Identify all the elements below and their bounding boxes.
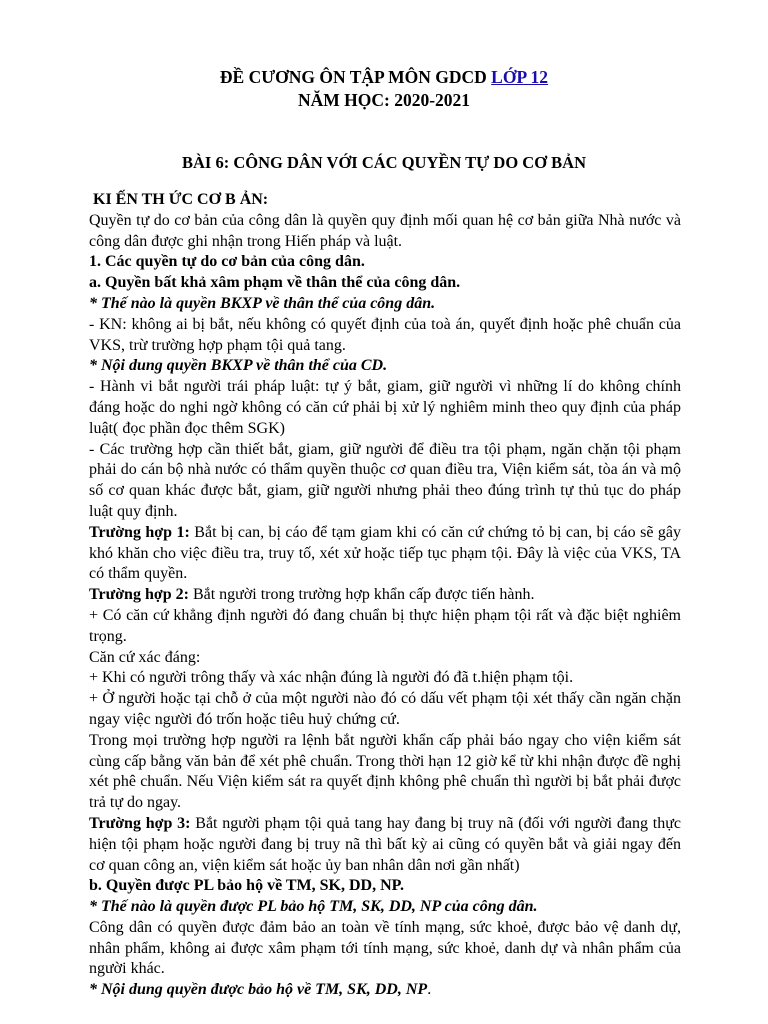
document-title <box>0 66 768 89</box>
case-2-point-3: + Ở người hoặc tại chỗ ở của một người nào đó có dấu vết phạm tội xét thấy cần ngăn chặn ngay việc người đó trốn hoặc tiêu huỷ chứng cứ. <box>89 690 681 728</box>
question-1: * Thế nào là quyền BKXP về thân thể của công dân. <box>89 294 436 312</box>
case-2-point-2: + Khi có người trông thấy và xác nhận đúng là người đó đã t.hiện phạm tội. <box>89 669 574 687</box>
question-4-line <box>89 980 681 1001</box>
case-2-grounds-label: Căn cứ xác đáng: <box>89 648 201 666</box>
section-a-heading: a. Quyền bất khả xâm phạm về thân thể của công dân. <box>89 274 461 292</box>
case-2-label: Trường hợp 2: <box>89 586 189 604</box>
case-1-paragraph <box>89 523 681 585</box>
section-b-heading: b. Quyền được PL bảo hộ về TM, SK, DD, NP. <box>89 877 404 895</box>
intro-paragraph: Quyền tự do cơ bản của công dân là quyền quy định mối quan hệ cơ bản giữa Nhà nước và công dân được ghi nhận trong Hiến pháp và luật. <box>89 211 681 250</box>
document-body <box>89 190 681 1001</box>
title-text: ĐỀ CƯƠNG ÔN TẬP MÔN GDCD <box>219 67 492 87</box>
case-3-text: Bắt người phạm tội quả tang hay đang bị truy nã (đối với người đang thực hiện tội phạm hoặc người đang bị truy nã thì bất kỳ ai cũng có quyền bắt và giải ngay đến cơ quan công an, viện kiểm sát hoặc ủy ban nhân dân nơi gần nhất) <box>89 814 681 874</box>
case-2-paragraph <box>89 585 681 606</box>
protection-paragraph: Công dân có quyền được đảm bảo an toàn về tính mạng, sức khoẻ, được bảo vệ danh dự, nhân phẩm, không ai được xâm phạm tới tính mạng, sức khoẻ, danh dự và nhân phẩm của người khác. <box>89 918 681 978</box>
paragraph-text: phải bị xử lý nghiêm minh theo quy định của pháp luật( đọc phần đọc thêm SGK) <box>89 398 681 437</box>
case-2-notice: Trong mọi trường hợp người ra lệnh bắt người khẩn cấp phải báo ngay cho viện kiểm sát cùng cấp bằng văn bản để xét phê chuẩn. Trong thời hạn 12 giờ kể từ khi nhận được đề nghị xét phê chuẩn. Nếu Viện kiểm sát ra quyết định không phê chuẩn thì người bị bắt phải được trả tự do ngay. <box>89 731 681 812</box>
definition-paragraph: - KN: không ai bị bắt, nếu không có quyết định của toà án, quyết định hoặc phê chuẩn của VKS, trừ trường hợp phạm tội quả tang. <box>89 315 681 354</box>
case-1-text: Bắt bị can, bị cáo để tạm giam khi có căn cứ chứng tỏ bị can, bị cáo sẽ gây khó khăn cho việc điều tra, truy tố, xét xử hoặc tiếp tục phạm tội. Đây là việc của VKS, TA có thẩm quyền. <box>89 523 681 583</box>
lesson-title: BÀI 6: CÔNG DÂN VỚI CÁC QUYỀN TỰ DO CƠ BẢN <box>182 153 586 172</box>
school-year: NĂM HỌC: 2020-2021 <box>297 90 471 110</box>
question-3: * Thế nào là quyền được PL bảo hộ TM, SK, DD, NP của công dân. <box>89 898 538 916</box>
case-2-text: Bắt người trong trường hợp khẩn cấp được tiến hành. <box>188 586 535 604</box>
unlawful-arrest-paragraph <box>89 377 681 439</box>
case-3-label: Trường hợp 3: <box>89 814 191 832</box>
paragraph-text: - Hành vi bắt người trái pháp luật: tự ý bắt, giam, giữ người vì những lí do không chính đáng hoặc do nghi ngờ không có căn cứ <box>89 378 681 416</box>
question-2: * Nội dung quyền BKXP về thân thể của CD. <box>89 357 388 375</box>
lawful-arrest-paragraph: - Các trường hợp cần thiết bắt, giam, giữ người để điều tra tội phạm, ngăn chặn tội phạm phải do cán bộ nhà nước có thẩm quyền thuộc cơ quan điều tra, Viện kiểm sát, tòa án và mộ số cơ quan khác được bắt, giam, giữ người nhưng phải theo đúng trình tự thủ tục do pháp luật quy định. <box>89 440 681 520</box>
knowledge-heading: KI ẾN TH ỨC CƠ B ẢN: <box>93 191 269 208</box>
case-3-paragraph <box>89 814 681 876</box>
grade-link[interactable]: LỚP 12 <box>491 67 549 87</box>
case-1-label: Trường hợp 1: <box>89 523 190 541</box>
section-1-heading: 1. Các quyền tự do cơ bản của công dân. <box>89 253 365 271</box>
question-4: * Nội dung quyền được bảo hộ về TM, SK, DD, NP <box>89 981 428 999</box>
question-4-period: . <box>427 981 432 999</box>
case-2-point-1: + Có căn cứ khẳng định người đó đang chuẩn bị thực hiện phạm tội rất và đặc biệt nghiêm trọng. <box>89 606 681 645</box>
